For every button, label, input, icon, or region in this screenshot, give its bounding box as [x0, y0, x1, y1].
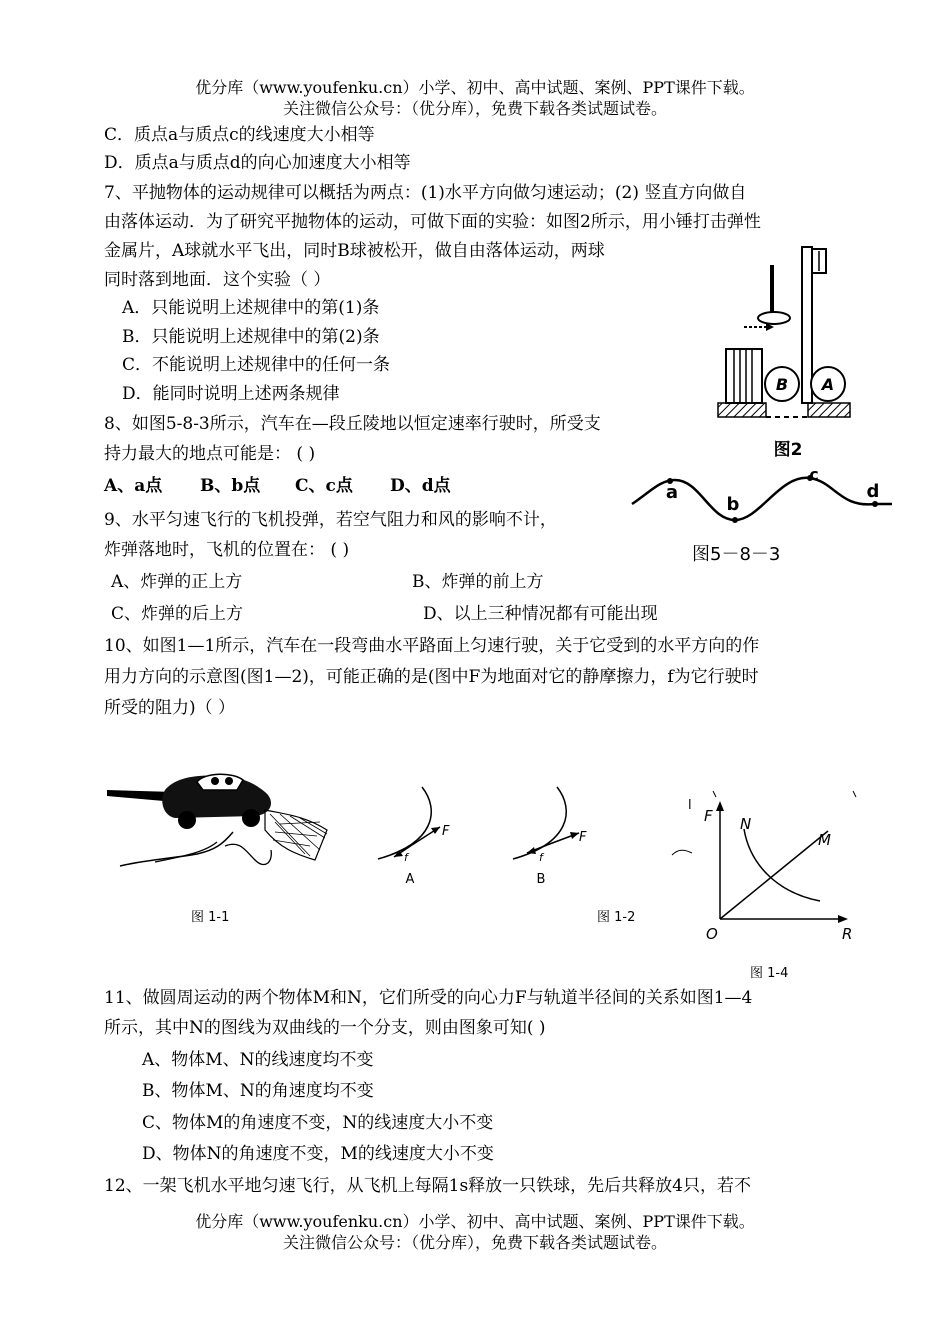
q7-line-1: 7、平抛物体的运动规律可以概括为两点：(1)水平方向做匀速运动；(2) 竖直方向做自 [104, 183, 747, 203]
figure-1-2-b-force-f: f [539, 851, 543, 864]
q7-option-a: A．只能说明上述规律中的第(1)条 [122, 298, 380, 318]
figure-2-caption: 图2 [773, 440, 803, 460]
figure-1-4-edge-mark: l [688, 798, 692, 813]
q8-line-1: 8、如图5-8-3所示，汽车在—段丘陵地以恒定速率行驶时，所受支 [104, 414, 601, 434]
q9-option-a: A、炸弹的正上方 [111, 572, 243, 592]
point-a-label: a [665, 482, 679, 503]
q9-option-b: B、炸弹的前上方 [412, 572, 544, 592]
q11-option-d: D、物体N的角速度不变，M的线速度大小不变 [142, 1144, 494, 1164]
ball-b-label: B [775, 375, 789, 394]
q7-option-d: D．能同时说明上述两条规律 [122, 384, 340, 404]
q8-option-c: C、c点 [295, 476, 353, 496]
line-m-label: M [818, 831, 831, 849]
q11-line-2: 所示，其中N的图线为双曲线的一个分支，则由图象可知( ) [104, 1018, 546, 1038]
q9-line-1: 9、水平匀速飞行的飞机投弹，若空气阻力和风的影响不计， [104, 510, 557, 530]
figure-1-4-graph [668, 785, 868, 985]
q9-line-2: 炸弹落地时，飞机的位置在： ( ) [104, 540, 350, 560]
q7-option-c: C．不能说明上述规律中的任何一条 [122, 355, 391, 375]
q8-option-b: B、b点 [200, 476, 261, 496]
figure-1-2-option-a [370, 785, 460, 890]
figure-2-apparatus [710, 245, 860, 465]
q11-option-c: C、物体M的角速度不变，N的线速度大小不变 [142, 1113, 494, 1133]
curve-n-label: N [740, 815, 752, 833]
point-d-label: d [866, 481, 880, 502]
point-b-label: b [726, 494, 740, 515]
q8-line-2: 持力最大的地点可能是： ( ) [104, 444, 316, 464]
x-axis-label: R [842, 925, 853, 943]
figure-1-2-b-force-F: F [579, 830, 587, 845]
q10-line-2: 用力方向的示意图(图1—2)，可能正确的是(图中F为地面对它的静摩擦力，f为它行驶时 [104, 667, 759, 687]
q7-line-3: 金属片，A球就水平飞出，同时B球被松开，做自由落体运动，两球 [104, 241, 605, 261]
figure-1-2-b-label: B [536, 872, 546, 887]
figure-1-2-a-force-f: f [404, 851, 408, 864]
figure-1-1-caption: 图 1-1 [191, 910, 230, 925]
figure-1-2-caption: 图 1-2 [597, 910, 636, 925]
ball-a-label: A [821, 375, 835, 394]
prev-option-c: C．质点a与质点c的线速度大小相等 [104, 125, 375, 145]
q7-line-2: 由落体运动．为了研究平抛物体的运动，可做下面的实验：如图2所示，用小锤打击弹性 [104, 212, 761, 232]
footer-line-1: 优分库（www.youfenku.cn）小学、初中、高中试题、案例、PPT课件下载。 [195, 1212, 755, 1231]
figure-1-2-a-label: A [405, 872, 415, 887]
header-line-1: 优分库（www.youfenku.cn）小学、初中、高中试题、案例、PPT课件下载。 [195, 78, 755, 97]
y-axis-label: F [704, 807, 713, 825]
q8-option-a: A、a点 [104, 476, 163, 496]
figure-1-4-caption: 图 1-4 [750, 966, 789, 981]
q9-option-d: D、以上三种情况都有可能出现 [423, 604, 658, 624]
figure-5-8-3-caption: 图5－8－3 [692, 544, 781, 565]
header-line-2: 关注微信公众号：（优分库），免费下载各类试题试卷。 [282, 99, 667, 118]
q11-option-a: A、物体M、N的线速度均不变 [142, 1050, 374, 1070]
q8-option-d: D、d点 [390, 476, 451, 496]
q10-line-1: 10、如图1—1所示，汽车在一段弯曲水平路面上匀速行驶，关于它受到的水平方向的作 [104, 636, 760, 656]
q7-line-4: 同时落到地面．这个实验（ ） [104, 270, 331, 290]
q7-option-b: B．只能说明上述规律中的第(2)条 [122, 327, 380, 347]
figure-1-1-car [105, 770, 335, 875]
footer-line-2: 关注微信公众号：（优分库），免费下载各类试题试卷。 [282, 1233, 667, 1252]
origin-label: O [706, 925, 718, 943]
figure-1-2-a-force-F: F [442, 824, 450, 839]
figure-5-8-3-road [630, 462, 900, 567]
point-c-label: c [809, 465, 819, 484]
figure-1-2-option-b [505, 785, 595, 890]
q10-line-3: 所受的阻力)（ ） [104, 698, 236, 718]
prev-option-d: D．质点a与质点d的向心加速度大小相等 [104, 153, 411, 173]
q12-line-1: 12、一架飞机水平地匀速飞行，从飞机上每隔1s释放一只铁球，先后共释放4只，若不 [104, 1176, 751, 1196]
q11-line-1: 11、做圆周运动的两个物体M和N，它们所受的向心力F与轨道半径间的关系如图1—4 [104, 988, 753, 1008]
q11-option-b: B、物体M、N的角速度均不变 [142, 1081, 374, 1101]
q9-option-c: C、炸弹的后上方 [111, 604, 244, 624]
